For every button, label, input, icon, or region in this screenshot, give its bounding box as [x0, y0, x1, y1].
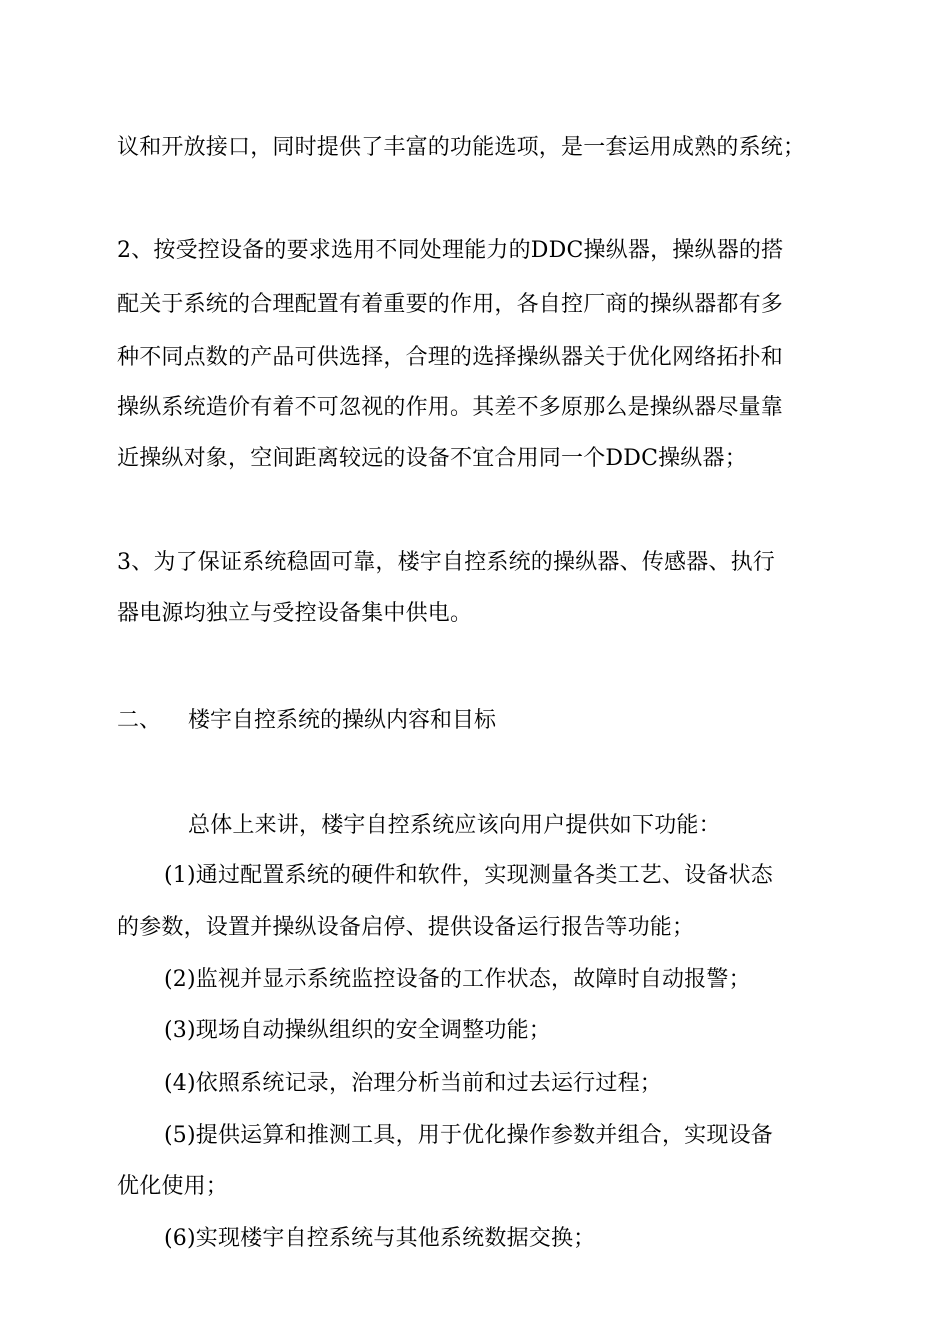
item2-line-5: 近操纵对象，空间距离较远的设备不宜合用同一个DDC操纵器；	[117, 446, 747, 471]
function-1-line-2: 的参数，设置并操纵设备启停、提供设备运行报告等功能；	[117, 915, 695, 940]
function-5-line-1: (5)提供运算和推测工具，用于优化操作参数并组合，实现设备	[164, 1123, 773, 1148]
function-6: (6)实现楼宇自控系统与其他系统数据交换；	[164, 1226, 596, 1251]
function-2: (2)监视并显示系统监控设备的工作状态，故障时自动报警；	[164, 967, 751, 992]
paragraph-continuation: 议和开放接口，同时提供了丰富的功能选项，是一套运用成熟的系统；	[117, 135, 806, 160]
intro-paragraph: 总体上来讲，楼宇自控系统应该向用户提供如下功能：	[188, 813, 721, 838]
item2-line-3: 种不同点数的产品可供选择，合理的选择操纵器关于优化网络拓扑和	[117, 345, 784, 370]
item3-line-2: 器电源均独立与受控设备集中供电。	[117, 601, 473, 626]
function-4: (4)依照系统记录，治理分析当前和过去运行过程；	[164, 1071, 662, 1096]
function-5-line-2: 优化使用；	[117, 1174, 229, 1199]
item3-line-1: 3、为了保证系统稳固可靠，楼宇自控系统的操纵器、传感器、执行	[117, 550, 775, 575]
item2-line-1: 2、按受控设备的要求选用不同处理能力的DDC操纵器，操纵器的搭	[117, 238, 784, 263]
section-heading-number: 二、	[117, 708, 162, 733]
function-1-line-1: (1)通过配置系统的硬件和软件，实现测量各类工艺、设备状态	[164, 863, 773, 888]
item2-line-4: 操纵系统造价有着不可忽视的作用。其差不多原那么是操纵器尽量靠	[117, 395, 784, 420]
section-heading-title: 楼宇自控系统的操纵内容和目标	[188, 708, 497, 733]
function-3: (3)现场自动操纵组织的安全调整功能；	[164, 1018, 551, 1043]
item2-line-2: 配关于系统的合理配置有着重要的作用，各自控厂商的操纵器都有多	[117, 292, 784, 317]
